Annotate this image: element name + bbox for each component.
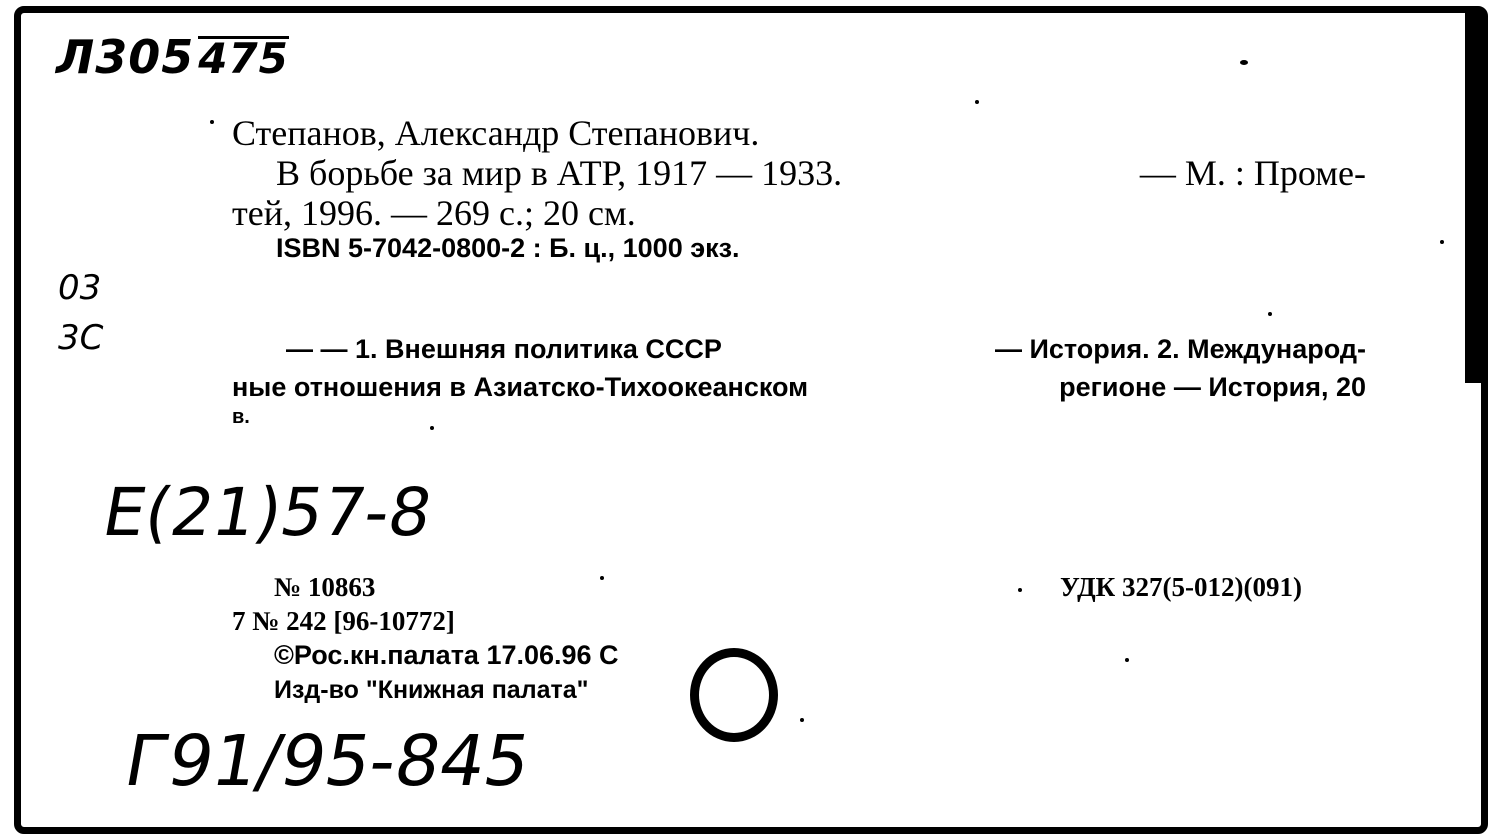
record-number: № 10863 — [274, 572, 376, 602]
subject-line-2 — [232, 372, 1366, 403]
publisher-line: Изд-во "Книжная палата" — [274, 676, 589, 704]
copyright-line: ©Рос.кн.палата 17.06.96 С — [274, 640, 619, 670]
subject-2-part-b: регионе — История, 20 — [1059, 372, 1366, 402]
subject-line-1 — [286, 334, 1366, 365]
handwritten-classification-code: Е(21)57-8 — [97, 474, 438, 551]
handwritten-side-note-1: 03 — [58, 268, 102, 308]
speck — [1240, 60, 1248, 65]
handwritten-shelf-mark — [56, 30, 289, 84]
speck — [430, 426, 434, 430]
isbn-line: ISBN 5-7042-0800-2 : Б. ц., 1000 экз. — [276, 233, 740, 263]
punch-hole — [690, 648, 778, 742]
author-heading: Степанов, Александр Степанович. — [232, 113, 760, 153]
handwritten-shelf-mark-main: Л305 — [56, 30, 195, 84]
title-line-2: тей, 1996. — 269 с.; 20 см. — [232, 193, 636, 233]
speck — [210, 120, 214, 124]
udk-code: УДК 327(5-012)(091) — [1060, 572, 1302, 602]
title-line-1 — [276, 152, 1366, 194]
speck — [975, 100, 979, 104]
subject-1-part-b: — История. 2. Международ- — [994, 334, 1366, 364]
subject-1-part-a: — — 1. Внешняя политика СССР — [286, 334, 722, 364]
title-text: В борьбе за мир в АТР, 1917 — 1933. — [276, 153, 843, 193]
registration-number: 7 № 242 [96-10772] — [232, 606, 455, 636]
handwritten-side-note-2: 3С — [58, 318, 104, 358]
speck — [1440, 240, 1444, 244]
card-edge-shadow — [1465, 13, 1481, 383]
publication-place: — М. : Проме- — [1139, 153, 1366, 193]
speck — [800, 718, 804, 722]
handwritten-shelf-mark-fraction: 475 — [198, 34, 289, 83]
handwritten-inventory-number: Г91/95-845 — [118, 720, 537, 802]
speck — [1018, 588, 1022, 592]
subject-2-part-a: ные отношения в Азиатско-Тихоокеанском — [232, 372, 809, 402]
subject-line-3: в. — [232, 406, 250, 428]
speck — [1125, 658, 1129, 662]
speck — [600, 576, 604, 580]
speck — [1268, 312, 1272, 316]
